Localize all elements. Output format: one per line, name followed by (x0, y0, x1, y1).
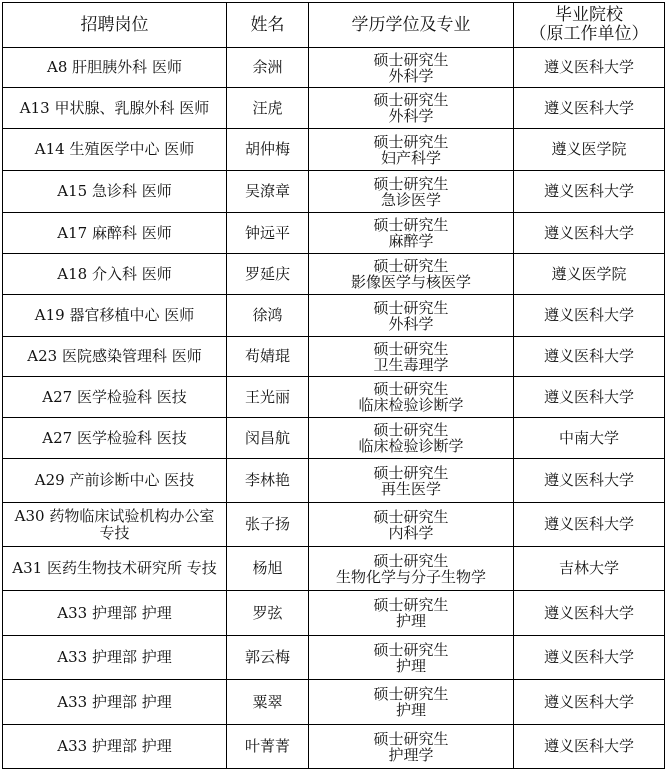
position-cell: A18 介入科 医师 (3, 254, 227, 295)
position-cell: A17 麻醉科 医师 (3, 213, 227, 254)
table-row (3, 377, 665, 418)
major-text: 影像医学与核医学 (350, 273, 471, 291)
school-cell: 遵义医科大学 (514, 171, 665, 213)
degree-cell (309, 418, 514, 459)
major-text: 外科学 (388, 66, 434, 85)
table-row (3, 503, 665, 547)
degree-cell (309, 295, 514, 337)
degree-cell (309, 88, 514, 129)
major-text: 急诊医学 (380, 190, 441, 209)
school-cell: 遵义医科大学 (514, 591, 665, 636)
school-cell: 遵义医科大学 (514, 377, 665, 418)
school-cell: 吉林大学 (514, 547, 665, 591)
school-cell: 遵义医科大学 (514, 295, 665, 337)
position-cell: A23 医院感染管理科 医师 (3, 337, 227, 377)
degree-cell (309, 213, 514, 254)
name-cell: 郭云梅 (227, 636, 309, 680)
name-cell: 苟婧琨 (227, 337, 309, 377)
table-row (3, 725, 665, 769)
degree-text: 硕士研究生 (373, 174, 449, 193)
school-cell: 遵义医科大学 (514, 680, 665, 725)
position-cell: A8 肝胆胰外科 医师 (3, 48, 227, 88)
major-text: 麻醉学 (388, 232, 434, 250)
name-cell: 闵昌航 (227, 418, 309, 459)
table-row (3, 129, 665, 171)
degree-cell (309, 48, 514, 88)
degree-text: 硕士研究生 (373, 685, 449, 703)
name-cell: 钟远平 (227, 213, 309, 254)
recruitment-table (2, 2, 665, 769)
table-row (3, 418, 665, 459)
degree-text: 硕士研究生 (373, 257, 449, 275)
name-cell: 余洲 (227, 48, 309, 88)
major-text: 再生医学 (380, 479, 441, 498)
school-cell: 中南大学 (514, 418, 665, 459)
header-school-line2: （原工作单位） (529, 24, 649, 44)
header-row (3, 3, 665, 48)
degree-cell (309, 680, 514, 725)
major-text: 妇产科学 (380, 148, 441, 167)
degree-text: 硕士研究生 (373, 50, 449, 69)
position-cell: A33 护理部 护理 (3, 680, 227, 725)
degree-cell (309, 377, 514, 418)
header-degree: 学历学位及专业 (309, 3, 514, 48)
name-cell: 李林艳 (227, 459, 309, 503)
table-row (3, 547, 665, 591)
position-cell: A31 医药生物技术研究所 专技 (3, 547, 227, 591)
position-cell: A27 医学检验科 医技 (3, 377, 227, 418)
header-name: 姓名 (227, 3, 309, 48)
position-cell: A33 护理部 护理 (3, 636, 227, 680)
school-cell: 遵义医学院 (514, 254, 665, 295)
major-text: 临床检验诊断学 (358, 437, 464, 455)
header-school-line1: 毕业院校 (555, 5, 623, 25)
position-cell: A15 急诊科 医师 (3, 171, 227, 213)
major-text: 卫生毒理学 (373, 355, 449, 374)
position-cell: A14 生殖医学中心 医师 (3, 129, 227, 171)
table-row (3, 88, 665, 129)
degree-text: 硕士研究生 (373, 380, 449, 398)
table-row (3, 213, 665, 254)
degree-cell (309, 254, 514, 295)
school-cell: 遵义医科大学 (514, 48, 665, 88)
position-cell: A27 医学检验科 医技 (3, 418, 227, 459)
school-cell: 遵义医学院 (514, 129, 665, 171)
table-row (3, 337, 665, 377)
table-row (3, 295, 665, 337)
major-text: 临床检验诊断学 (358, 396, 464, 414)
degree-text: 硕士研究生 (373, 91, 449, 109)
position-cell: A13 甲状腺、乳腺外科 医师 (3, 88, 227, 129)
table-row (3, 591, 665, 636)
name-cell: 杨旭 (227, 547, 309, 591)
school-cell: 遵义医科大学 (514, 725, 665, 769)
degree-text: 硕士研究生 (373, 298, 449, 317)
name-cell: 罗弦 (227, 591, 309, 636)
school-cell: 遵义医科大学 (514, 213, 665, 254)
name-cell: 罗延庆 (227, 254, 309, 295)
degree-cell (309, 725, 514, 769)
name-cell: 汪虎 (227, 88, 309, 129)
name-cell: 王光丽 (227, 377, 309, 418)
major-text: 内科学 (388, 523, 434, 542)
degree-cell (309, 636, 514, 680)
position-cell: A29 产前诊断中心 医技 (3, 459, 227, 503)
name-cell: 粟翠 (227, 680, 309, 725)
school-cell: 遵义医科大学 (514, 459, 665, 503)
major-text: 外科学 (388, 107, 434, 125)
major-text: 护理 (395, 612, 426, 630)
position-cell: A33 护理部 护理 (3, 591, 227, 636)
major-text: 生物化学与分子生物学 (335, 567, 486, 586)
degree-cell (309, 591, 514, 636)
position-cell: A19 器官移植中心 医师 (3, 295, 227, 337)
degree-text: 硕士研究生 (373, 640, 449, 659)
table-row (3, 254, 665, 295)
degree-cell (309, 337, 514, 377)
table-row (3, 171, 665, 213)
degree-text: 硕士研究生 (373, 463, 449, 482)
name-cell: 胡仲梅 (227, 129, 309, 171)
major-text: 外科学 (388, 314, 434, 333)
table-row (3, 636, 665, 680)
major-text: 护理学 (388, 745, 434, 764)
school-cell: 遵义医科大学 (514, 337, 665, 377)
degree-text: 硕士研究生 (373, 339, 449, 358)
name-cell: 吴潦章 (227, 171, 309, 213)
header-school (514, 3, 665, 48)
degree-text: 硕士研究生 (373, 216, 449, 234)
table-row (3, 680, 665, 725)
degree-text: 硕士研究生 (373, 596, 449, 614)
major-text: 护理 (395, 656, 426, 675)
degree-cell (309, 547, 514, 591)
name-cell: 张子扬 (227, 503, 309, 547)
major-text: 护理 (395, 701, 426, 719)
degree-text: 硕士研究生 (373, 132, 449, 151)
table-row (3, 459, 665, 503)
position-cell: A33 护理部 护理 (3, 725, 227, 769)
degree-text: 硕士研究生 (373, 551, 449, 570)
degree-cell (309, 503, 514, 547)
degree-text: 硕士研究生 (373, 421, 449, 439)
name-cell: 徐鸿 (227, 295, 309, 337)
position-cell: A30 药物临床试验机构办公室 专技 (3, 503, 227, 547)
school-cell: 遵义医科大学 (514, 636, 665, 680)
school-cell: 遵义医科大学 (514, 88, 665, 129)
degree-cell (309, 459, 514, 503)
table-row (3, 48, 665, 88)
degree-cell (309, 171, 514, 213)
degree-cell (309, 129, 514, 171)
degree-text: 硕士研究生 (373, 507, 449, 526)
school-cell: 遵义医科大学 (514, 503, 665, 547)
name-cell: 叶菁菁 (227, 725, 309, 769)
degree-text: 硕士研究生 (373, 729, 449, 748)
header-position: 招聘岗位 (3, 3, 227, 48)
